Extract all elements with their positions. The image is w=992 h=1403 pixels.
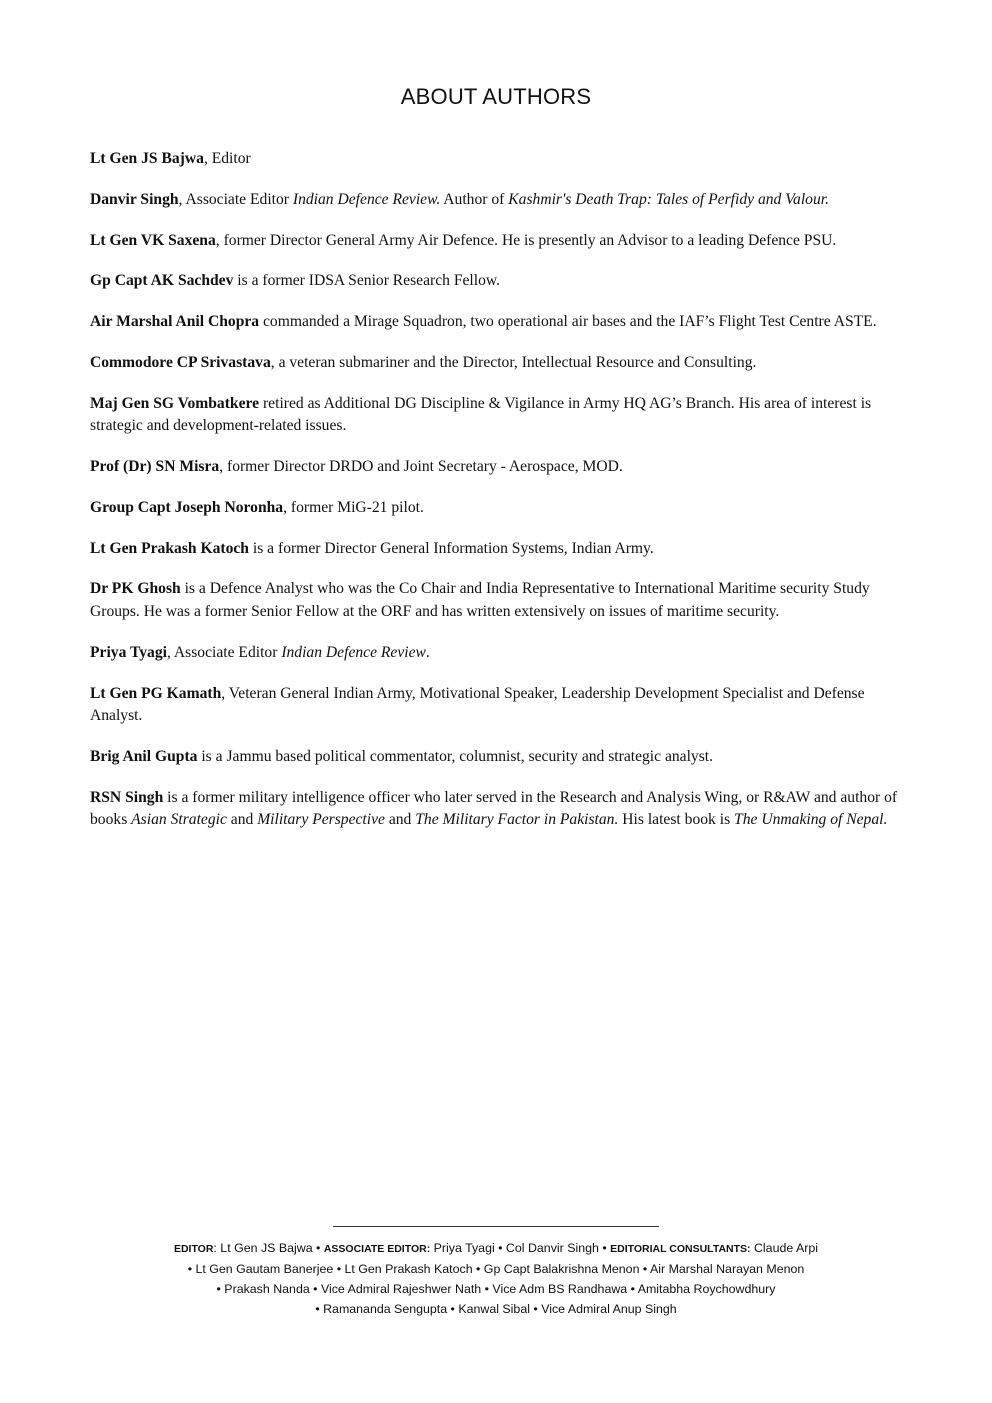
publication-title: Asian Strategic: [131, 811, 227, 829]
text-segment: • Ramananda Sengupta • Kanwal Sibal • Vice Admiral Anup Singh: [315, 1302, 677, 1316]
author-name: Brig Anil Gupta: [90, 747, 198, 765]
text-segment: • Prakash Nanda • Vice Admiral Rajeshwer Nath • Vice Adm BS Randhawa • Amitabha Roychowdhury: [216, 1282, 776, 1296]
text-segment: is a Jammu based political commentator, columnist, security and strategic analyst.: [197, 747, 714, 765]
author-entry: [90, 148, 908, 171]
text-segment: Author of: [440, 190, 509, 208]
author-entry: [90, 787, 908, 832]
author-name: Group Capt Joseph Noronha: [90, 498, 284, 516]
author-name: Lt Gen PG Kamath: [90, 684, 222, 702]
role-label: ASSOCIATE EDITOR:: [323, 1243, 431, 1255]
author-name: Commodore CP Srivastava: [90, 353, 271, 371]
author-entry: [90, 352, 908, 375]
author-entry: [90, 683, 908, 728]
footer-line: [0, 1279, 992, 1299]
text-segment: commanded a Mirage Squadron, two operational air bases and the IAF’s Flight Test Centre ASTE.: [259, 313, 877, 331]
author-entry: [90, 230, 908, 253]
author-name: Priya Tyagi: [90, 643, 167, 661]
text-segment: , former MiG-21 pilot.: [283, 498, 424, 516]
publication-title: Indian Defence Review: [281, 643, 426, 661]
author-list: [90, 148, 908, 850]
text-segment: .: [425, 643, 430, 661]
text-segment: , former Director General Army Air Defence. He is presently an Advisor to a leading Defence PSU.: [215, 231, 837, 249]
author-name: Air Marshal Anil Chopra: [90, 313, 260, 331]
author-entry: [90, 189, 908, 212]
role-label: EDITOR: [173, 1243, 214, 1255]
author-entry: [90, 311, 908, 334]
author-entry: [90, 270, 908, 293]
text-segment: , a veteran submariner and the Director, Intellectual Resource and Consulting.: [270, 353, 757, 371]
author-name: RSN Singh: [90, 788, 164, 806]
text-segment: is a former military intelligence officer who later served in the Research and Analysis Wing, or R&AW and author of books: [90, 788, 898, 829]
author-name: Maj Gen SG Vombatkere: [90, 394, 260, 412]
text-segment: is a Defence Analyst who was the Co Chair and India Representative to International Maritime security Study Groups. He was a former Senior Fellow at the ORF and has written extensively on issues of maritime security.: [90, 580, 870, 620]
author-name: Danvir Singh: [90, 190, 179, 208]
text-segment: is a former Director General Information Systems, Indian Army.: [248, 539, 654, 557]
footer-line: [0, 1259, 992, 1279]
author-entry: [90, 746, 908, 769]
text-segment: His latest book is: [618, 811, 735, 829]
author-name: Dr PK Ghosh: [90, 580, 181, 598]
author-name: Prof (Dr) SN Misra: [90, 458, 220, 476]
page-title: ABOUT AUTHORS: [400, 84, 592, 109]
text-segment: retired as Additional DG Discipline & Vigilance in Army HQ AG’s Branch. His area of interest is strategic and development-related issues.: [90, 394, 872, 435]
author-entry: [90, 497, 908, 520]
text-segment: , Editor: [203, 150, 251, 167]
author-entry: [90, 578, 908, 623]
author-entry: [90, 642, 908, 665]
author-entry: [90, 456, 908, 479]
footer-line: [0, 1299, 992, 1319]
text-segment: , Associate Editor: [178, 190, 293, 208]
role-label: EDITORIAL CONSULTANTS:: [610, 1243, 751, 1255]
publication-title: Indian Defence Review.: [292, 190, 441, 208]
text-segment: • Lt Gen Gautam Banerjee • Lt Gen Prakash Katoch • Gp Capt Balakrishna Menon • Air Marshal Narayan Menon: [187, 1262, 805, 1276]
author-name: Lt Gen Prakash Katoch: [90, 539, 249, 557]
text-segment: , Veteran General Indian Army, Motivational Speaker, Leadership Development Specialist and Defense Analyst.: [90, 684, 865, 725]
footer-divider: [333, 1226, 659, 1227]
author-name: Lt Gen VK Saxena: [90, 231, 216, 249]
author-entry: [90, 393, 908, 438]
text-segment: : Lt Gen JS Bajwa •: [213, 1241, 324, 1255]
editorial-footer: [0, 1238, 992, 1319]
footer-line: [0, 1238, 992, 1259]
text-segment: Claude Arpi: [750, 1241, 819, 1255]
text-segment: and: [384, 811, 416, 829]
author-name: Lt Gen JS Bajwa: [90, 150, 204, 167]
text-segment: Priya Tyagi • Col Danvir Singh •: [430, 1241, 611, 1255]
publication-title: The Unmaking of Nepal.: [734, 811, 888, 829]
text-segment: and: [226, 811, 258, 829]
author-name: Gp Capt AK Sachdev: [90, 272, 234, 290]
text-segment: , Associate Editor: [166, 643, 282, 661]
text-segment: is a former IDSA Senior Research Fellow.: [233, 272, 501, 290]
publication-title: Kashmir's Death Trap: Tales of Perfidy and Valour.: [508, 190, 829, 208]
publication-title: Military Perspective: [257, 811, 385, 829]
publication-title: The Military Factor in Pakistan.: [415, 811, 619, 829]
author-entry: [90, 538, 908, 561]
text-segment: , former Director DRDO and Joint Secretary - Aerospace, MOD.: [219, 458, 623, 476]
